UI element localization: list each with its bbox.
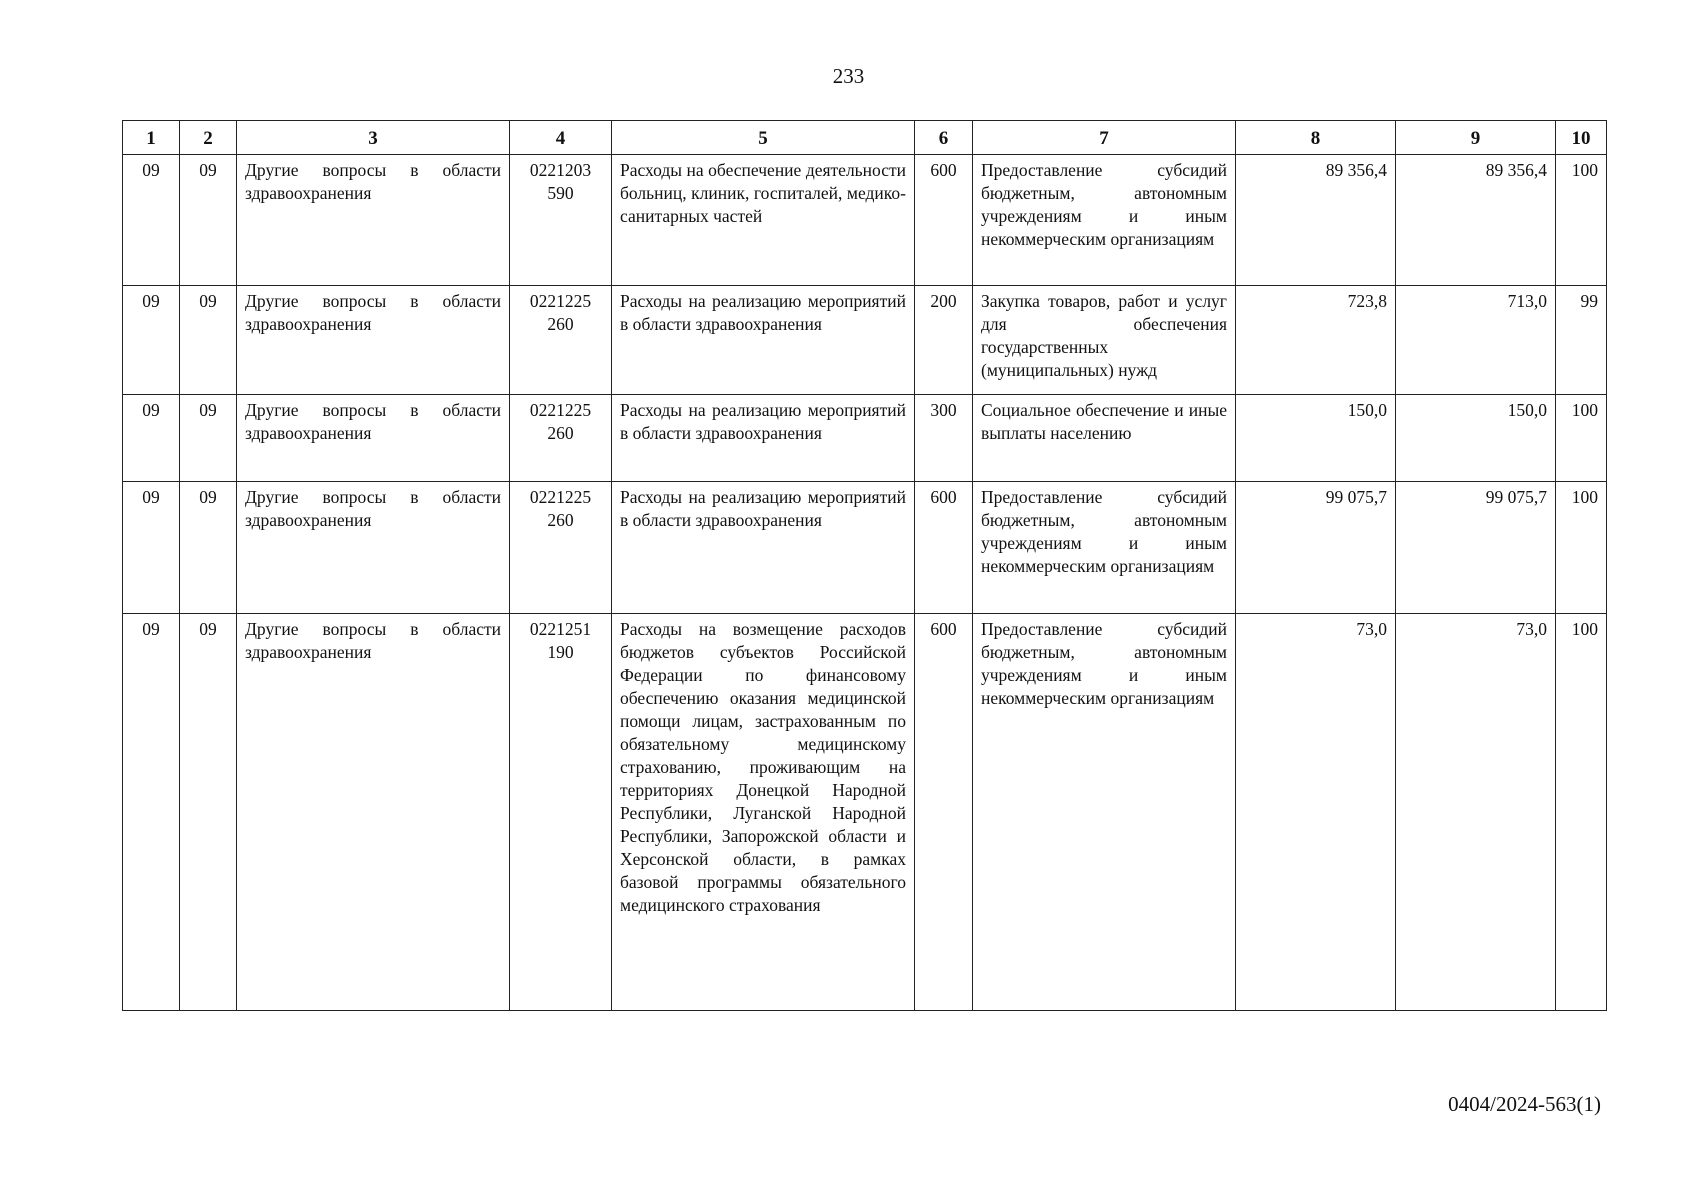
table-row [123, 155, 1607, 286]
header-cell-3: 3 [237, 121, 510, 155]
target-article-name: Расходы на обеспечение деятельности больниц, клиник, госпиталей, медико-санитарных частей [612, 155, 915, 286]
planned-amount: 89 356,4 [1236, 155, 1396, 286]
header-row [123, 121, 1607, 155]
subsection-code: 09 [180, 395, 237, 482]
section-code: 09 [123, 155, 180, 286]
target-article-name: Расходы на возмещение расходов бюджетов субъектов Российской Федерации по финансовому обеспечению оказания медицинской помощи лицам, застрахованным по обязательному медицинскому страхованию, проживающим на территориях Донецкой Народной Республики, Луганской Народной Республики, Запорожской области и Херсонской области, в рамках базовой программы обязательного медицинского страхования [612, 614, 915, 1011]
expense-type-name: Социальное обеспечение и иные выплаты населению [973, 395, 1236, 482]
expense-type-code: 300 [915, 395, 973, 482]
budget-table [122, 120, 1607, 1011]
subsection-code: 09 [180, 155, 237, 286]
target-article-code: 0221251 190 [510, 614, 612, 1011]
subsection-name: Другие вопросы в области здравоохранения [237, 395, 510, 482]
header-cell-5: 5 [612, 121, 915, 155]
subsection-code: 09 [180, 482, 237, 614]
execution-percent: 100 [1556, 395, 1607, 482]
target-article-name: Расходы на реализацию мероприятий в области здравоохранения [612, 482, 915, 614]
table-row [123, 395, 1607, 482]
document-number: 0404/2024-563(1) [1448, 1092, 1601, 1116]
subsection-code: 09 [180, 614, 237, 1011]
header-cell-6: 6 [915, 121, 973, 155]
subsection-name: Другие вопросы в области здравоохранения [237, 614, 510, 1011]
target-article-name: Расходы на реализацию мероприятий в области здравоохранения [612, 286, 915, 395]
subsection-code: 09 [180, 286, 237, 395]
header-cell-2: 2 [180, 121, 237, 155]
planned-amount: 150,0 [1236, 395, 1396, 482]
execution-percent: 100 [1556, 614, 1607, 1011]
expense-type-name: Предоставление субсидий бюджетным, автономным учреждениям и иным некоммерческим организациям [973, 614, 1236, 1011]
expense-type-code: 600 [915, 482, 973, 614]
actual-amount: 73,0 [1396, 614, 1556, 1011]
target-article-code: 0221203 590 [510, 155, 612, 286]
planned-amount: 73,0 [1236, 614, 1396, 1011]
section-code: 09 [123, 286, 180, 395]
expense-type-name: Предоставление субсидий бюджетным, автономным учреждениям и иным некоммерческим организациям [973, 155, 1236, 286]
header-cell-10: 10 [1556, 121, 1607, 155]
section-code: 09 [123, 614, 180, 1011]
execution-percent: 99 [1556, 286, 1607, 395]
subsection-name: Другие вопросы в области здравоохранения [237, 286, 510, 395]
actual-amount: 713,0 [1396, 286, 1556, 395]
header-cell-8: 8 [1236, 121, 1396, 155]
execution-percent: 100 [1556, 155, 1607, 286]
expense-type-code: 200 [915, 286, 973, 395]
subsection-name: Другие вопросы в области здравоохранения [237, 155, 510, 286]
expense-type-code: 600 [915, 155, 973, 286]
planned-amount: 723,8 [1236, 286, 1396, 395]
section-code: 09 [123, 482, 180, 614]
actual-amount: 89 356,4 [1396, 155, 1556, 286]
actual-amount: 99 075,7 [1396, 482, 1556, 614]
target-article-code: 0221225 260 [510, 395, 612, 482]
header-cell-9: 9 [1396, 121, 1556, 155]
table-row [123, 482, 1607, 614]
subsection-name: Другие вопросы в области здравоохранения [237, 482, 510, 614]
header-cell-1: 1 [123, 121, 180, 155]
target-article-code: 0221225 260 [510, 286, 612, 395]
table-row [123, 614, 1607, 1011]
expense-type-name: Предоставление субсидий бюджетным, автономным учреждениям и иным некоммерческим организациям [973, 482, 1236, 614]
expense-type-name: Закупка товаров, работ и услуг для обеспечения государственных (муниципальных) нужд [973, 286, 1236, 395]
page-number: 233 [832, 64, 865, 88]
table-row [123, 286, 1607, 395]
header-cell-4: 4 [510, 121, 612, 155]
expense-type-code: 600 [915, 614, 973, 1011]
target-article-code: 0221225 260 [510, 482, 612, 614]
section-code: 09 [123, 395, 180, 482]
actual-amount: 150,0 [1396, 395, 1556, 482]
header-cell-7: 7 [973, 121, 1236, 155]
target-article-name: Расходы на реализацию мероприятий в области здравоохранения [612, 395, 915, 482]
execution-percent: 100 [1556, 482, 1607, 614]
planned-amount: 99 075,7 [1236, 482, 1396, 614]
